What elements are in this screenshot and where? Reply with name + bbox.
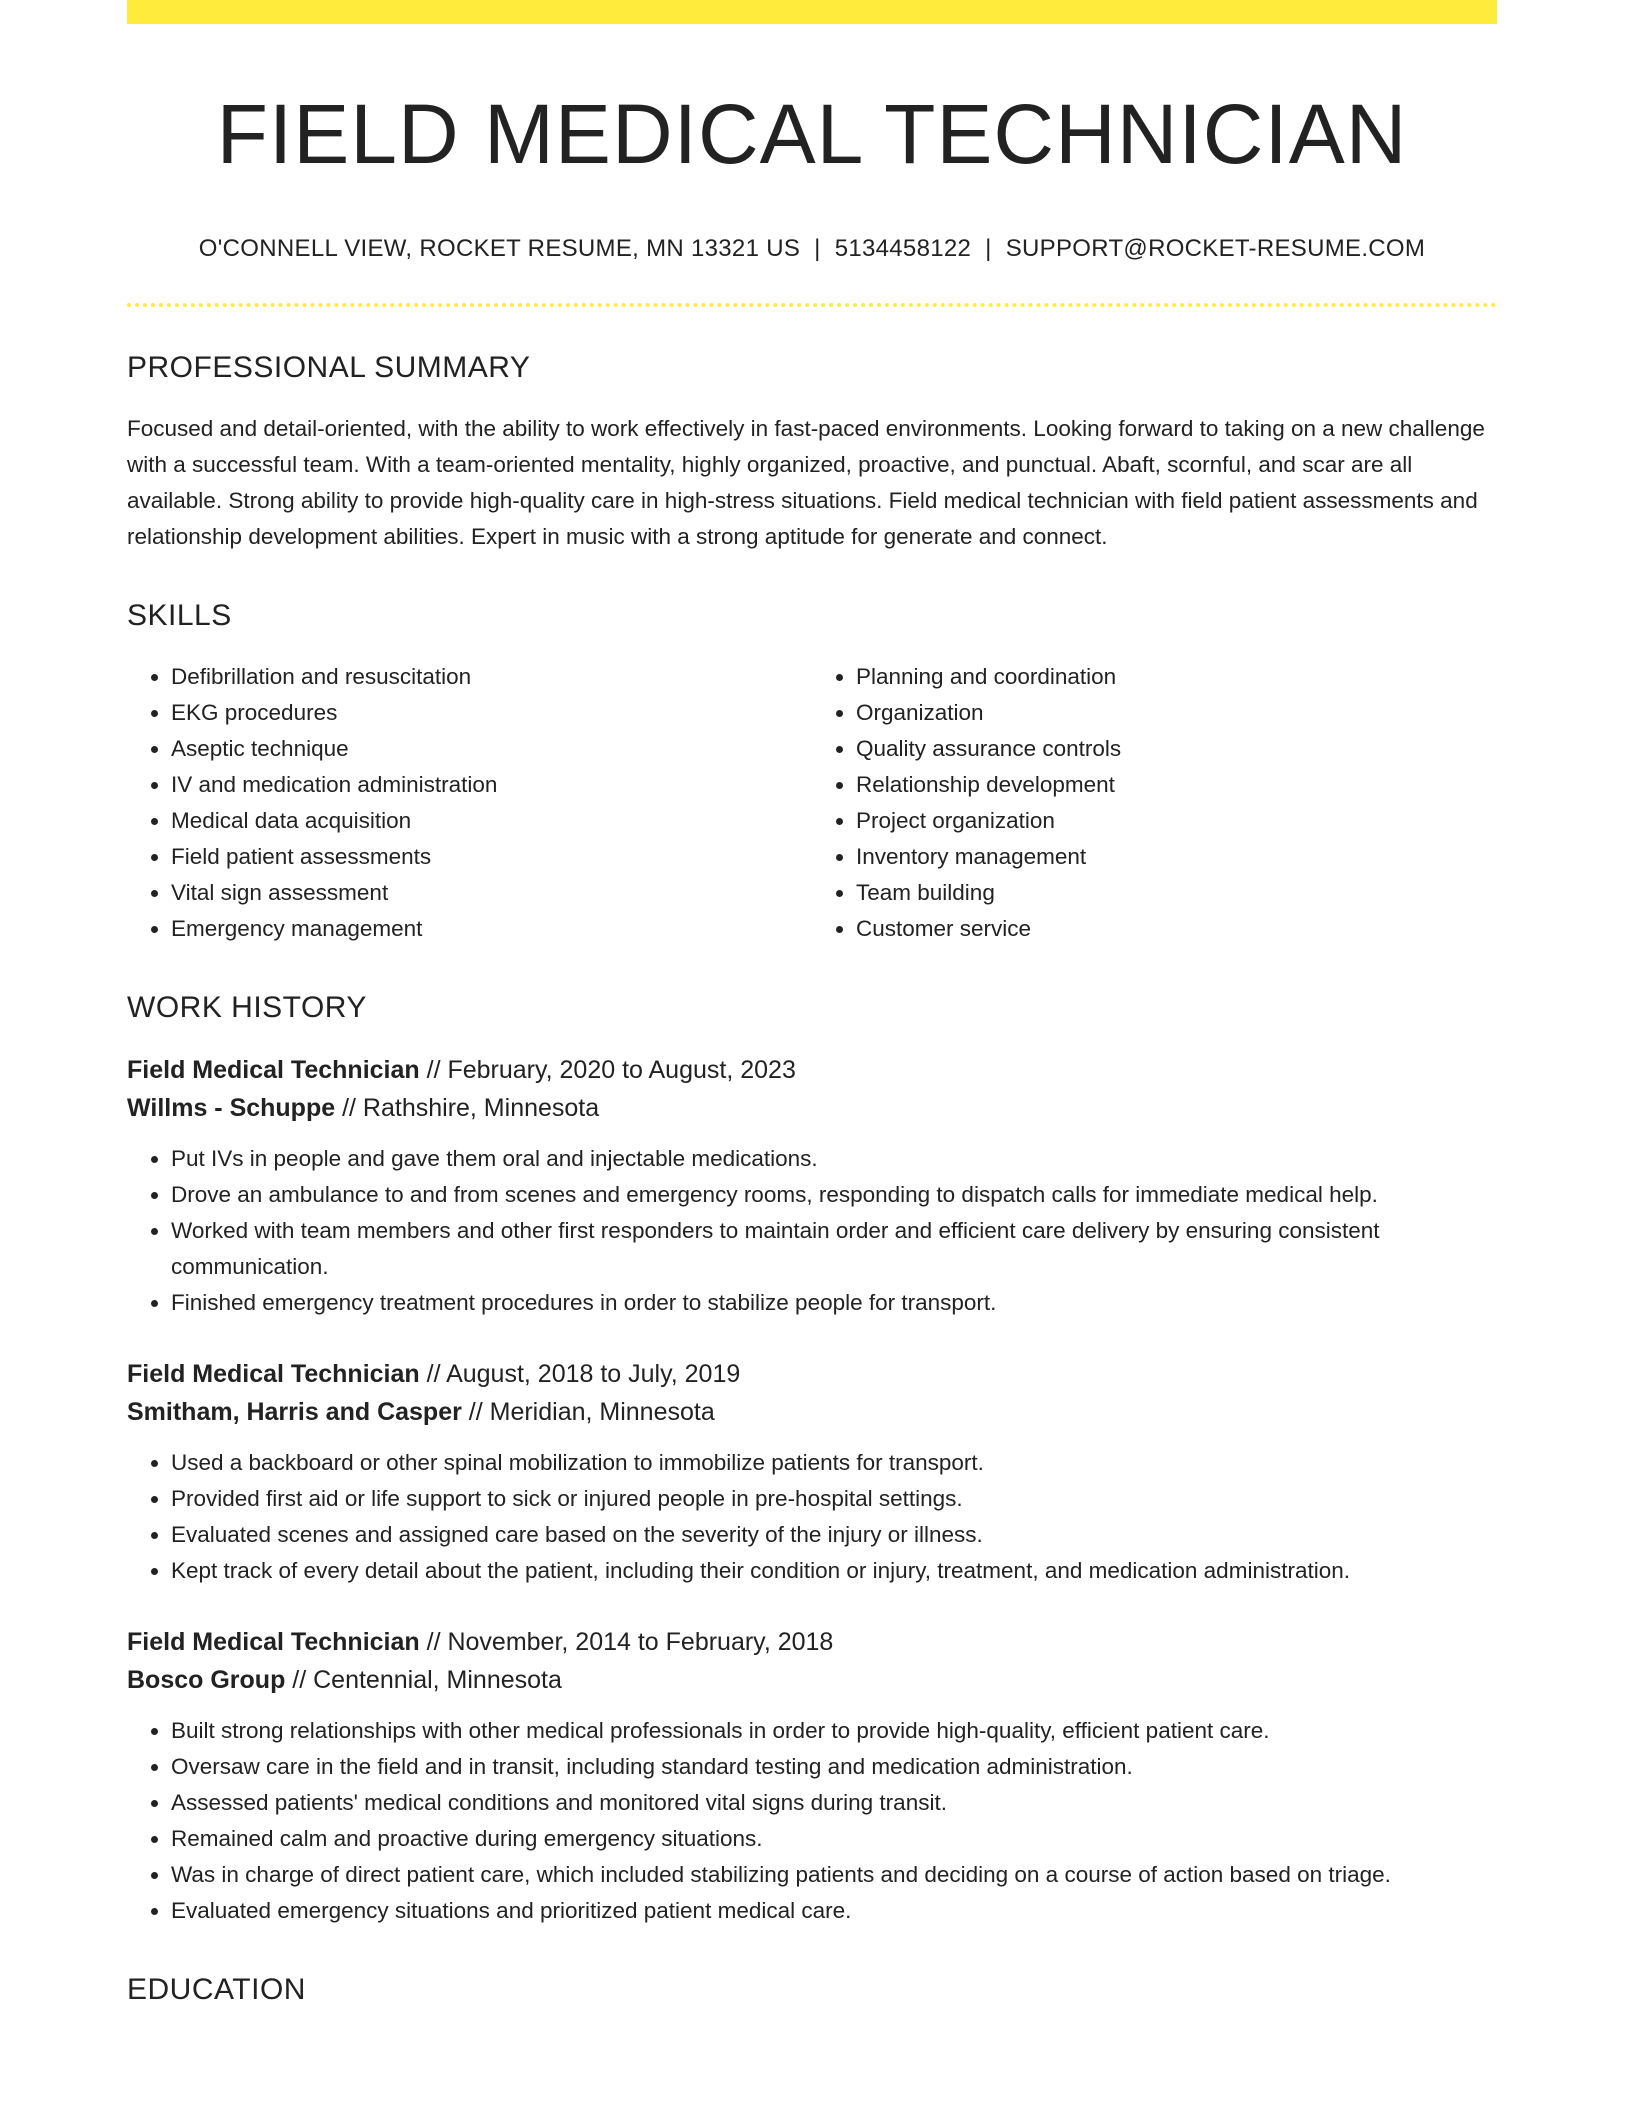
contact-address: O'CONNELL VIEW, ROCKET RESUME, MN 13321 US xyxy=(198,234,801,262)
skill-item: • Defibrillation and resuscitation xyxy=(171,659,812,695)
skill-item: • Quality assurance controls xyxy=(856,731,1497,767)
job-bullet: • Finished emergency treatment procedures in order to stabilize people for transport. xyxy=(171,1285,1497,1321)
skill-item: • Customer service xyxy=(856,911,1497,947)
contact-separator: | xyxy=(814,234,821,262)
job-role: Field Medical Technician xyxy=(127,1055,420,1084)
resume-name: FIELD MEDICAL TECHNICIAN xyxy=(216,87,1408,181)
job-company: Willms - Schuppe xyxy=(127,1093,336,1122)
contact-phone: 5134458122 xyxy=(834,234,972,262)
contact-email: SUPPORT@ROCKET-RESUME.COM xyxy=(1005,234,1426,262)
skill-item: • Organization xyxy=(856,695,1497,731)
skills-list-left xyxy=(127,659,812,947)
job-company-line xyxy=(127,1393,1497,1431)
job-entry xyxy=(127,1623,1497,1929)
job-bullet: • Was in charge of direct patient care, which included stabilizing patients and deciding on a course of action based on triage. xyxy=(171,1857,1497,1893)
job-bullet: • Provided first aid or life support to sick or injured people in pre-hospital settings. xyxy=(171,1481,1497,1517)
job-bullet: • Put IVs in people and gave them oral and injectable medications. xyxy=(171,1141,1497,1177)
skill-item: • Planning and coordination xyxy=(856,659,1497,695)
job-company: Smitham, Harris and Casper xyxy=(127,1397,462,1426)
job-company: Bosco Group xyxy=(127,1665,286,1694)
work-history-heading: WORK HISTORY xyxy=(127,990,367,1024)
education-heading: EDUCATION xyxy=(127,1972,306,2006)
job-bullet: • Assessed patients' medical conditions and monitored vital signs during transit. xyxy=(171,1785,1497,1821)
skills-columns xyxy=(127,659,1497,947)
skills-list-right xyxy=(812,659,1497,947)
skill-item: • Inventory management xyxy=(856,839,1497,875)
accent-top-bar xyxy=(127,0,1497,24)
job-bullet: • Evaluated scenes and assigned care based on the severity of the injury or illness. xyxy=(171,1517,1497,1553)
skill-item: • EKG procedures xyxy=(171,695,812,731)
skill-item: • Project organization xyxy=(856,803,1497,839)
job-dates: // November, 2014 to February, 2018 xyxy=(419,1627,834,1656)
job-bullet: • Built strong relationships with other medical professionals in order to provide high-quality, efficient patient care. xyxy=(171,1713,1497,1749)
job-entry xyxy=(127,1355,1497,1589)
job-title-line xyxy=(127,1355,1497,1393)
skill-item: • Emergency management xyxy=(171,911,812,947)
dotted-divider xyxy=(127,303,1497,307)
job-company-line xyxy=(127,1089,1497,1127)
skill-item: • Vital sign assessment xyxy=(171,875,812,911)
job-entry xyxy=(127,1051,1497,1321)
contact-line xyxy=(127,235,1497,263)
job-bullets xyxy=(127,1445,1497,1589)
job-dates: // February, 2020 to August, 2023 xyxy=(419,1055,796,1084)
job-location: // Meridian, Minnesota xyxy=(461,1397,715,1426)
job-location: // Centennial, Minnesota xyxy=(285,1665,562,1694)
skill-item: • Field patient assessments xyxy=(171,839,812,875)
job-title-line xyxy=(127,1623,1497,1661)
skill-item: • Relationship development xyxy=(856,767,1497,803)
job-bullet: • Used a backboard or other spinal mobilization to immobilize patients for transport. xyxy=(171,1445,1497,1481)
skill-item: • Medical data acquisition xyxy=(171,803,812,839)
skill-item: • Aseptic technique xyxy=(171,731,812,767)
summary-text: Focused and detail-oriented, with the ability to work effectively in fast-paced environments. Looking forward to taking on a new challenge with a successful team. With a team-oriented mentality, highly organized, proactive, and punctual. Abaft, scornful, and scar are all available. Strong ability to provide high-quality care in high-stress situations. Field medical technician with field patient assessments and relationship development abilities. Expert in music with a strong aptitude for generate and connect. xyxy=(127,415,1485,549)
job-bullet: • Drove an ambulance to and from scenes and emergency rooms, responding to dispatch calls for immediate medical help. xyxy=(171,1177,1497,1213)
job-title-line xyxy=(127,1051,1497,1089)
job-dates: // August, 2018 to July, 2019 xyxy=(419,1359,741,1388)
job-role: Field Medical Technician xyxy=(127,1627,420,1656)
job-company-line xyxy=(127,1661,1497,1699)
job-bullet: • Oversaw care in the field and in transit, including standard testing and medication administration. xyxy=(171,1749,1497,1785)
job-bullet: • Evaluated emergency situations and prioritized patient medical care. xyxy=(171,1893,1497,1929)
job-bullet: • Remained calm and proactive during emergency situations. xyxy=(171,1821,1497,1857)
job-bullets xyxy=(127,1141,1497,1321)
contact-separator: | xyxy=(985,234,992,262)
summary-heading: PROFESSIONAL SUMMARY xyxy=(127,350,531,384)
skill-item: • IV and medication administration xyxy=(171,767,812,803)
job-role: Field Medical Technician xyxy=(127,1359,420,1388)
resume-page xyxy=(127,0,1497,2033)
job-location: // Rathshire, Minnesota xyxy=(335,1093,600,1122)
job-bullets xyxy=(127,1713,1497,1929)
job-bullet: • Kept track of every detail about the patient, including their condition or injury, treatment, and medication administration. xyxy=(171,1553,1497,1589)
skill-item: • Team building xyxy=(856,875,1497,911)
skills-heading: SKILLS xyxy=(127,598,232,632)
job-bullet: • Worked with team members and other first responders to maintain order and efficient care delivery by ensuring consistent communication. xyxy=(171,1213,1497,1285)
